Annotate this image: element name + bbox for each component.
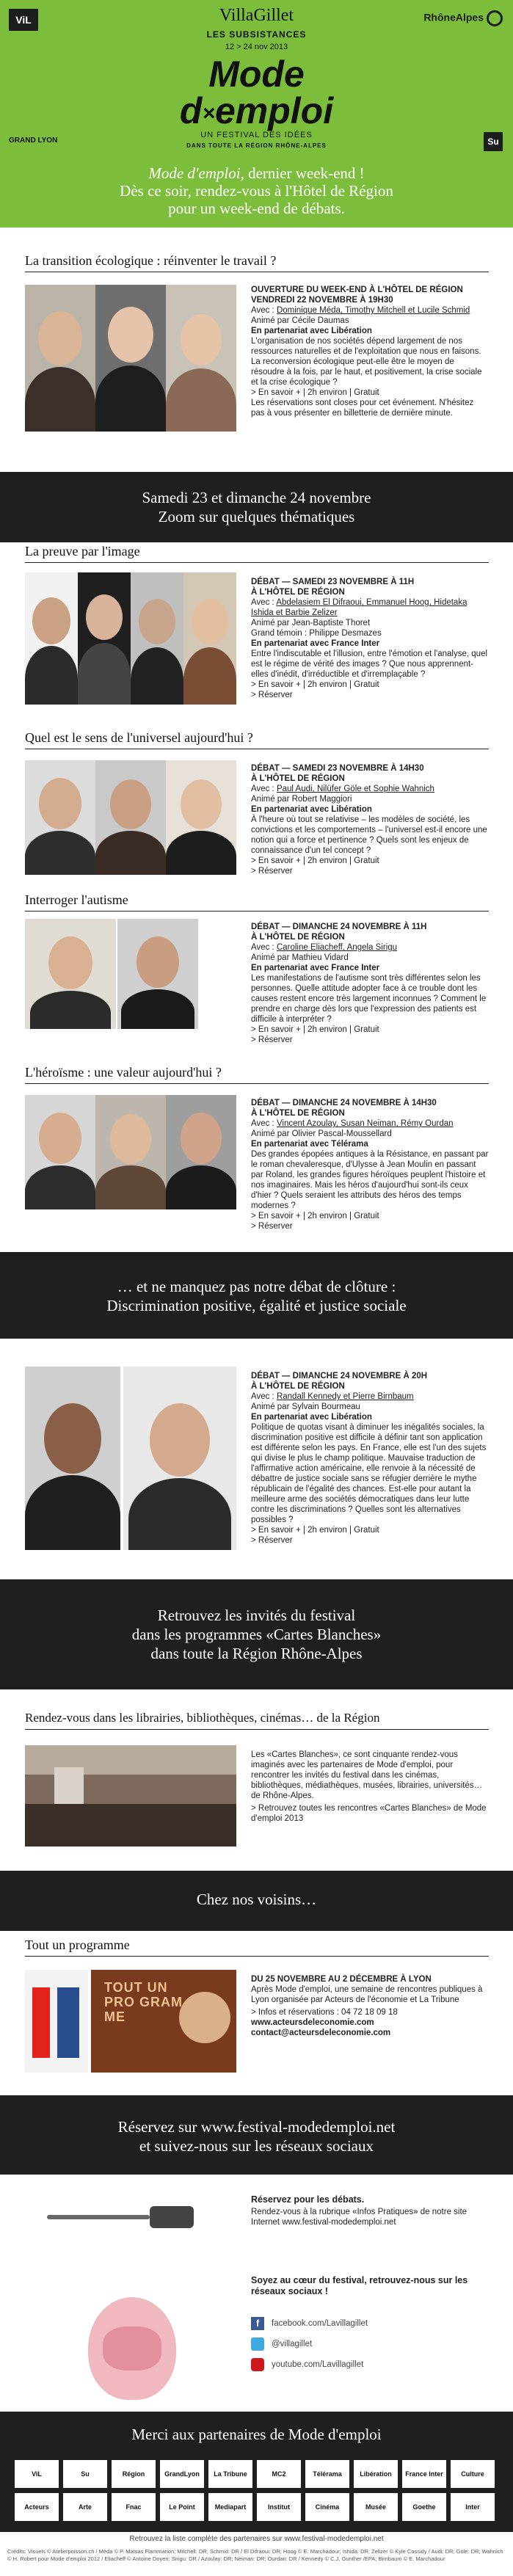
event-description: Les manifestations de l'autisme sont très différentes selon les personnes. Quelle attitude adopter face à ce trouble dont les causes restent encore très largement inconnues ? Comment le prendre en charge dès lors que l'expression des patients est difficile à interpréter ?	[251, 974, 487, 1024]
event-guests-prefix: Avec :	[251, 306, 277, 315]
event-date: DÉBAT — DIMANCHE 24 NOVEMBRE À 11H	[251, 923, 427, 931]
event-guests-prefix: Avec :	[251, 598, 277, 607]
guests-link[interactable]: Vincent Azoulay, Susan Neiman, Rémy Ourdan	[276, 1119, 454, 1128]
intro-line3: pour un week-end de débats.	[168, 200, 345, 217]
festival-tagline: UN FESTIVAL DES IDÉES	[200, 131, 313, 139]
photo-sirigu	[117, 919, 198, 1029]
guests-link[interactable]: Caroline Eliacheff, Angela Sirigu	[276, 943, 398, 952]
guests-link[interactable]: Dominique Méda, Timothy Mitchell et Lucile Schmid	[276, 306, 470, 315]
partner-logo[interactable]: Mediapart	[208, 2493, 252, 2521]
title-d: d	[179, 90, 203, 131]
facebook-icon: f	[251, 2317, 264, 2330]
partner-logo[interactable]: Culture	[451, 2460, 495, 2488]
portrait-body	[131, 647, 183, 705]
partner-logo[interactable]: Acteurs	[15, 2493, 59, 2521]
band-voisins-line1: Chez nos voisins…	[196, 1891, 317, 1908]
partners-footer[interactable]: Retrouvez la liste complète des partenaires sur www.festival-modedemploi.net	[129, 2535, 384, 2543]
social-block	[251, 2275, 489, 2297]
more-info-link[interactable]: > En savoir + | 2h environ | Gratuit	[251, 1025, 379, 1034]
section-heading-autisme[interactable]: Interroger l'autisme	[25, 892, 128, 907]
portrait-body	[25, 646, 78, 705]
section-divider	[25, 1729, 489, 1730]
heart-detail	[103, 2326, 161, 2371]
band-closing	[0, 1252, 513, 1339]
portrait-body	[166, 1165, 236, 1209]
photo-audience	[25, 1804, 236, 1847]
portrait-body	[30, 991, 111, 1029]
portrait-body	[183, 647, 236, 705]
header-banner	[0, 0, 513, 154]
portrait-body	[25, 367, 95, 432]
festival-title-line2	[0, 91, 513, 134]
portrait-head	[39, 1113, 81, 1164]
event-partner: En partenariat avec France Inter	[251, 964, 380, 972]
portrait-head	[181, 1113, 222, 1164]
reservation-block	[251, 2194, 489, 2227]
band-weekend	[0, 472, 513, 542]
festival-title-line1: Mode	[208, 54, 305, 95]
intro-em: Mode d'emploi	[148, 164, 241, 182]
photo-ourdan	[166, 1095, 236, 1209]
heart-illustration	[59, 2282, 205, 2415]
photo-eldifraoui	[25, 572, 78, 705]
section-heading-preuve[interactable]: La preuve par l'image	[25, 544, 140, 559]
cartes-link[interactable]: > Retrouvez toutes les rencontres «Cartes Blanches» de Mode d'emploi 2013	[251, 1804, 487, 1823]
photo-ishida	[131, 572, 183, 705]
partners-panel	[0, 2451, 513, 2532]
partner-logo[interactable]: Goethe	[402, 2493, 446, 2521]
event-date: DÉBAT — DIMANCHE 24 NOVEMBRE À 20H	[251, 1372, 428, 1380]
event-description: Entre l'indiscutable et l'illusion, entre l'émotion et l'analyse, quel est le régime de vérité des images ? Que nous apprennent-elles d'inédit, d'irréductible et d'irremplaçable ?	[251, 650, 488, 679]
partner-logo[interactable]: ViL	[15, 2460, 59, 2488]
band-cartes-line2: dans les programmes «Cartes Blanches»	[131, 1626, 382, 1643]
event-moderator: Animé par Olivier Pascal-Moussellard	[251, 1129, 392, 1138]
festival-dates: 12 > 24 nov 2013	[225, 43, 288, 51]
more-info-link[interactable]: > En savoir + | 2h environ | Gratuit	[251, 1212, 379, 1220]
portrait-body	[25, 1165, 95, 1209]
programme-date: DU 25 NOVEMBRE AU 2 DÉCEMBRE À LYON	[251, 1975, 432, 1984]
programme-description: Après Mode d'emploi, une semaine de rencontres publiques à Lyon organisée par Acteurs de l'économie et La Tribune	[251, 1985, 483, 2004]
event-partner: En partenariat avec Libération	[251, 805, 372, 814]
partner-logo[interactable]: La Tribune	[208, 2460, 252, 2488]
event-note: Les réservations sont closes pour cet événement. N'hésitez pas à vous présenter en billetterie de dernière minute.	[251, 399, 474, 418]
more-info-link[interactable]: > En savoir + | 2h environ | Gratuit	[251, 1526, 379, 1535]
photo-neiman	[95, 1095, 166, 1209]
event-date: DÉBAT — SAMEDI 23 NOVEMBRE À 11H	[251, 578, 415, 586]
event-date2: À L'HÔTEL DE RÉGION	[251, 933, 345, 942]
portrait-head	[48, 936, 92, 989]
portrait-head	[32, 597, 70, 644]
event-universel	[251, 763, 489, 876]
section-heading-transition[interactable]: La transition écologique : réinventer le travail ?	[25, 253, 277, 268]
event-guests	[251, 784, 489, 794]
twitter-icon	[251, 2337, 264, 2351]
photo-eliacheff	[25, 919, 116, 1029]
portrait-body	[95, 1165, 166, 1209]
guests-link[interactable]: Randall Kennedy et Pierre Birnbaum	[276, 1392, 414, 1401]
rhone-alpes-ring-icon	[487, 10, 503, 26]
band-cartes-line1: Retrouvez les invités du festival	[157, 1607, 356, 1624]
guests-link[interactable]: Paul Audi, Nilüfer Göle et Sophie Wahnich	[276, 785, 434, 793]
event-partner: En partenariat avec Libération	[251, 327, 372, 335]
section-heading-programme[interactable]: Tout un programme	[25, 1938, 130, 1952]
event-moderator: Animé par Robert Maggiori	[251, 795, 352, 804]
villagillet-logo[interactable]: ViL	[9, 9, 38, 31]
reserve-link[interactable]: > Réserver	[251, 867, 293, 876]
portrait-head	[137, 936, 179, 988]
partner-logo[interactable]: Institut	[257, 2493, 301, 2521]
portrait-head	[110, 779, 151, 829]
partner-logo[interactable]: GrandLyon	[160, 2460, 204, 2488]
event-witness: Grand témoin : Philippe Desmazes	[251, 629, 382, 638]
youtube-link[interactable]: youtube.com/Lavillagillet	[272, 2360, 364, 2369]
acteurs-logo	[32, 1987, 50, 2058]
facebook-row[interactable]	[251, 2315, 486, 2332]
rhone-alpes-logo[interactable]	[423, 10, 503, 26]
band-merci-line1: Merci aux partenaires de Mode d'emploi	[131, 2426, 382, 2443]
reserve-link[interactable]: > Réserver	[251, 1536, 293, 1545]
more-info-link[interactable]: > En savoir + | 2h environ | Gratuit	[251, 856, 379, 865]
intro-line2: Dès ce soir, rendez-vous à l'Hôtel de Région	[120, 182, 393, 200]
section-divider	[25, 1083, 489, 1084]
photo-bookstore-event	[25, 1745, 236, 1847]
event-guests	[251, 305, 489, 316]
event-description: L'organisation de nos sociétés dépend largement de nos ressources naturelles et de l'exploitation que nous en faisons. La reconversion écologique peut-elle être le moyen de résoudre à la fois, par le haut, et positivement, la crise sociale et la crise écologique ?	[251, 337, 482, 387]
event-preuve	[251, 577, 489, 700]
partner-logo[interactable]: Le Point	[160, 2493, 204, 2521]
portrait-head	[139, 599, 175, 644]
event-discrimination	[251, 1371, 489, 1546]
event-date2: À L'HÔTEL DE RÉGION	[251, 1109, 345, 1118]
event-guests-prefix: Avec :	[251, 1392, 277, 1401]
photo-meda	[25, 285, 95, 432]
event-description: Des grandes épopées antiques à la Résistance, en passant par le roman chevaleresque, d'Ulysse à Jean Moulin en passant par Roland, les grandes figures héroïques peuplent l'histoire et nos imaginaires. Mais les héros d'aujourd'hui sont-ils ceux d'hier ? Quels seraient les attributs des héros des temps modernes ?	[251, 1150, 489, 1210]
section-heading-universel[interactable]: Quel est le sens de l'universel aujourd'hui ?	[25, 730, 253, 745]
portrait-head	[108, 307, 153, 363]
photo-hoog	[78, 572, 131, 705]
portrait-body	[25, 1475, 120, 1550]
youtube-row[interactable]	[251, 2356, 486, 2373]
band-reservez-line2: et suivez-nous sur les réseaux sociaux	[139, 2137, 374, 2155]
rhone-alpes-label: RhôneAlpes	[423, 11, 484, 23]
partner-logo[interactable]: Télérama	[305, 2460, 349, 2488]
section-divider	[25, 562, 489, 563]
brand-name: VillaGillet	[219, 6, 294, 25]
event-guests-prefix: Avec :	[251, 1119, 277, 1128]
event-description: Politique de quotas visant à diminuer les inégalités sociales, la discrimination positive est difficile à définir tant son application est différente selon les pays. En France, elle est l'un des sujets qui divise le plus le champ politique. Mauvaise traduction de l'affirmative action américaine, elle renvoie à la nécessité de débattre de justice sociale sans se réfugier derrière le mythe républicain de l'égalité des chances. Est-elle pour autant la meilleure arme des sociétés démocratiques dans leur lutte contre les discriminations ? Quelles sont les alternatives possibles ?	[251, 1423, 487, 1524]
photo-audi	[25, 760, 95, 875]
portrait-head	[86, 594, 123, 640]
event-date2: À L'HÔTEL DE RÉGION	[251, 1382, 345, 1391]
photo-azoulay	[25, 1095, 95, 1209]
partner-logo[interactable]: Cinéma	[305, 2493, 349, 2521]
tribune-logo	[57, 1987, 79, 2058]
programme-email[interactable]: contact@acteursdeleconomie.com	[251, 2029, 391, 2037]
event-heroisme	[251, 1098, 489, 1231]
poster-figure	[179, 1992, 230, 2043]
event-description: À l'heure où tout se relativise – les modèles de société, les convictions et les comportements – l'universel est-il encore une notion qui a force et pertinence ? Quels sont les enjeux de connaissance d'un tel concept ?	[251, 815, 487, 855]
reservation-text: Rendez-vous à la rubrique «Infos Pratiques» de notre site Internet www.festival-modedemploi.net	[251, 2208, 467, 2227]
band-reservez-line1: Réservez sur www.festival-modedemploi.net	[117, 2118, 396, 2136]
event-guests-prefix: Avec :	[251, 943, 277, 952]
partner-logo[interactable]: France Inter	[402, 2460, 446, 2488]
fork-illustration	[25, 2186, 236, 2252]
poster-title: TOUT UN PRO GRAM ME	[104, 1980, 183, 2024]
band-closing-line2: Discrimination positive, égalité et justice sociale	[106, 1297, 407, 1314]
social-heading: Soyez au cœur du festival, retrouvez-nous sur les réseaux sociaux !	[251, 2275, 468, 2296]
partner-logo[interactable]: Arte	[63, 2493, 107, 2521]
programme-poster[interactable]	[91, 1970, 236, 2073]
photo-kennedy	[25, 1367, 120, 1550]
twitter-row[interactable]	[251, 2335, 486, 2353]
band-closing-line1: … et ne manquez pas notre débat de clôture :	[117, 1278, 396, 1295]
event-guests	[251, 1118, 489, 1129]
festival-tagline2: DANS TOUTE LA RÉGION RHÔNE-ALPES	[186, 142, 327, 149]
portrait-head	[150, 1403, 210, 1477]
section-heading-heroisme[interactable]: L'héroïsme : une valeur aujourd'hui ?	[25, 1065, 222, 1080]
event-moderator: Animé par Sylvain Bourmeau	[251, 1402, 360, 1411]
event-guests	[251, 597, 489, 618]
grandlyon-logo[interactable]: GRAND LYON	[9, 137, 58, 145]
reserve-link[interactable]: > Réserver	[251, 1036, 293, 1044]
band-weekend-line1: Samedi 23 et dimanche 24 novembre	[142, 489, 371, 506]
more-info-link[interactable]: > En savoir + | 2h environ | Gratuit	[251, 680, 379, 689]
portrait-body	[95, 831, 166, 875]
partner-logo[interactable]: Fnac	[112, 2493, 156, 2521]
portrait-body	[128, 1478, 231, 1550]
band-cartes-line3: dans toute la Région Rhône-Alpes	[150, 1645, 363, 1662]
event-moderator: Animé par Cécile Daumas	[251, 316, 349, 325]
programme-website[interactable]: www.acteursdeleconomie.com	[251, 2018, 374, 2027]
band-reservez	[0, 2095, 513, 2175]
event-moderator: Animé par Jean-Baptiste Thoret	[251, 619, 371, 627]
cartes-blanches-block	[251, 1750, 489, 1824]
event-date2: VENDREDI 22 NOVEMBRE À 19H30	[251, 296, 393, 305]
photo-wahnich	[166, 760, 236, 875]
portrait-head	[38, 311, 82, 365]
section-divider	[25, 1956, 489, 1957]
portrait-body	[95, 365, 166, 432]
intro-band	[0, 154, 513, 228]
partner-logo[interactable]: Libération	[354, 2460, 398, 2488]
intro-line1-rest: , dernier week-end !	[240, 164, 365, 182]
event-guests	[251, 1391, 489, 1402]
section-heading-rendezvous[interactable]: Rendez-vous dans les librairies, bibliothèques, cinémas… de la Région	[25, 1711, 380, 1725]
event-date: DÉBAT — DIMANCHE 24 NOVEMBRE À 14H30	[251, 1099, 437, 1107]
event-date: OUVERTURE DU WEEK-END À L'HÔTEL DE RÉGION	[251, 285, 463, 294]
reserve-link[interactable]: > Réserver	[251, 1222, 293, 1231]
portrait-head	[39, 778, 81, 829]
event-date2: À L'HÔTEL DE RÉGION	[251, 774, 345, 783]
intro-line1	[0, 164, 513, 182]
youtube-icon	[251, 2358, 264, 2371]
band-cartes-blanches	[0, 1579, 513, 1689]
partner-logo[interactable]: Inter	[451, 2493, 495, 2521]
band-weekend-line2: Zoom sur quelques thématiques	[158, 508, 355, 525]
photo-gole	[95, 760, 166, 875]
event-partner: En partenariat avec Télérama	[251, 1140, 368, 1149]
partner-logo[interactable]: Région	[112, 2460, 156, 2488]
portrait-body	[166, 831, 236, 875]
reserve-link[interactable]: > Réserver	[251, 691, 293, 699]
event-transition	[251, 285, 489, 418]
portrait-body	[121, 989, 194, 1029]
event-guests-prefix: Avec :	[251, 785, 277, 793]
fork-head	[150, 2206, 194, 2228]
photo-mitchell	[95, 285, 166, 432]
photo-zelizer	[183, 572, 236, 705]
portrait-body	[78, 643, 131, 705]
portrait-head	[110, 1114, 151, 1164]
event-guests	[251, 942, 489, 953]
portrait-body	[25, 831, 95, 875]
partner-logo[interactable]: Su	[63, 2460, 107, 2488]
fork-handle	[47, 2215, 150, 2219]
event-moderator: Animé par Mathieu Vidard	[251, 953, 349, 962]
band-voisins	[0, 1871, 513, 1931]
portrait-head	[181, 314, 222, 365]
photo-birnbaum	[123, 1367, 236, 1550]
programme-block	[251, 1974, 489, 2038]
event-partner: En partenariat avec Libération	[251, 1413, 372, 1422]
partner-logo[interactable]: MC2	[257, 2460, 301, 2488]
portrait-body	[166, 368, 236, 432]
section-divider	[25, 911, 489, 912]
partner-logos-column	[25, 1970, 88, 2073]
more-info-link[interactable]: > En savoir + | 2h environ | Gratuit	[251, 388, 379, 397]
twitter-link[interactable]: @villagillet	[272, 2340, 313, 2348]
portrait-head	[192, 599, 228, 644]
portrait-head	[44, 1403, 101, 1474]
event-autisme	[251, 922, 489, 1045]
partner-logo[interactable]: Musée	[354, 2493, 398, 2521]
programme-info: > Infos et réservations : 04 72 18 09 18	[251, 2008, 398, 2017]
guests-link[interactable]: Abdelasiem El Difraoui, Emmanuel Hoog, Hidetaka Ishida et Barbie Zelizer	[251, 598, 467, 617]
cartes-description: Les «Cartes Blanches», ce sont cinquante rendez-vous imaginés avec les partenaires de Mode d'emploi, pour rencontrer les invités du festival dans les cinémas, bibliothèques, médiathèques, musées, librairies, universités… de Rhône-Alpes.	[251, 1750, 483, 1800]
portrait-head	[181, 779, 222, 829]
reservation-heading: Réservez pour les débats.	[251, 2194, 365, 2205]
event-date: DÉBAT — SAMEDI 23 NOVEMBRE À 14H30	[251, 764, 424, 773]
facebook-link[interactable]: facebook.com/Lavillagillet	[272, 2319, 368, 2328]
event-partner: En partenariat avec France Inter	[251, 639, 380, 648]
photo-credits: Crédits: Visuels © Atelierpoisson.ch / Méda © P. Matsas Flammarion; Mitchell: DR; Schmid: DR / El Difraoui: DR; Hoog © E. Marchadour; Ishida: DR; Zelizer © Kyle Cassidy / Audi: DR; Göle: DR; Wahnich © H. Robert pour Mode d'emploi 2012 / Eliacheff © Antoine Doyen; Sirigu: DR / Azoulay: DR; Neiman: DR; Ourdan: DR / Kennedy © C.J. Gunther /EPA; Birnbaum © E. Marchadour	[7, 2548, 503, 2562]
event-date2: À L'HÔTEL DE RÉGION	[251, 588, 345, 597]
title-emploi: emploi	[214, 90, 334, 131]
subsistances-logo[interactable]: Su	[484, 132, 503, 151]
photo-schmid	[166, 285, 236, 432]
cross-icon: ×	[202, 101, 215, 125]
partner-logo-grid	[15, 2460, 499, 2522]
series-name: LES SUBSISTANCES	[206, 29, 307, 40]
